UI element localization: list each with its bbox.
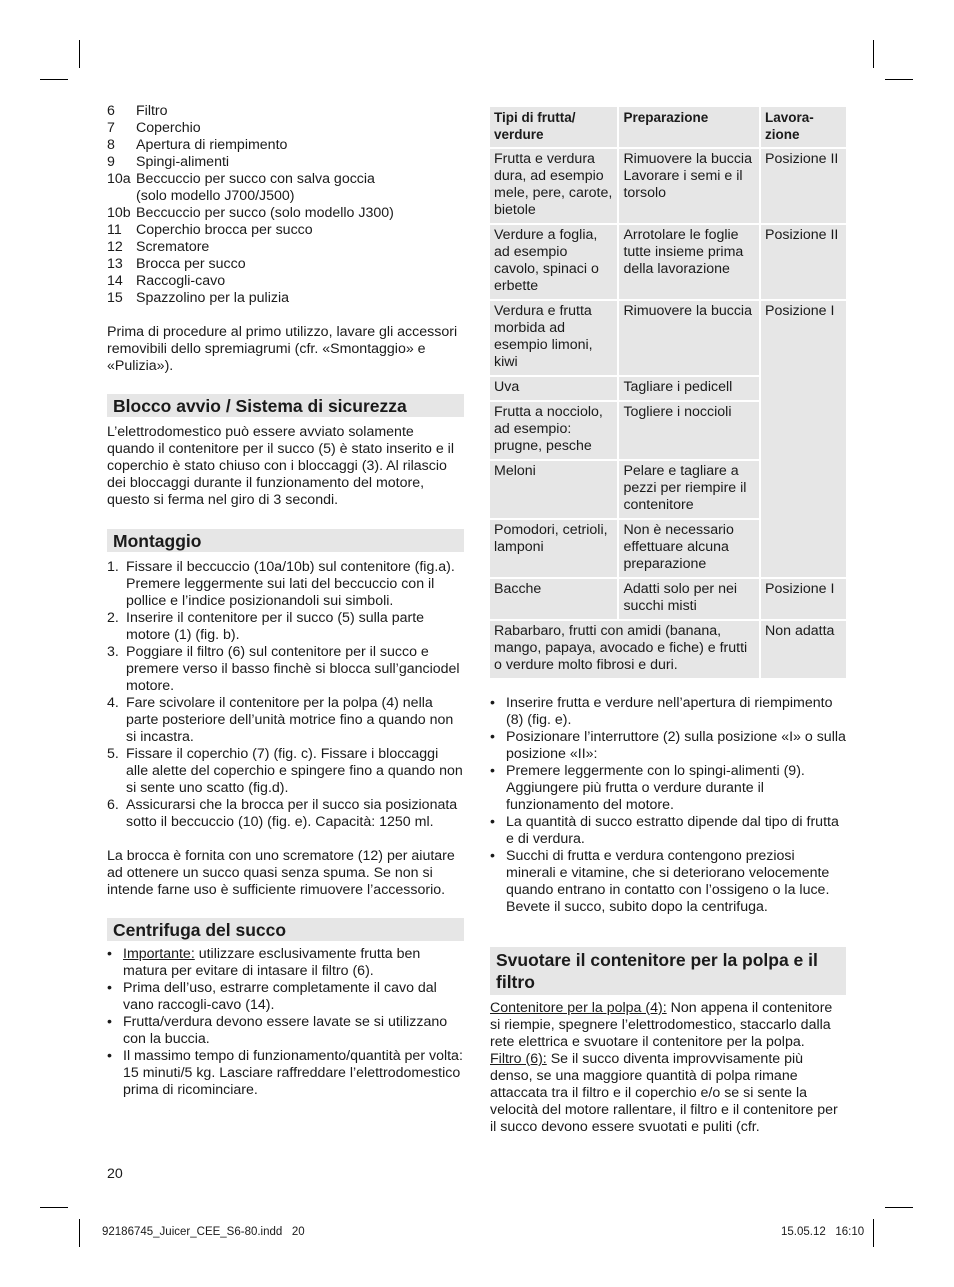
table-cell: Arrotolare le foglie tutte insieme prima della lavorazione xyxy=(619,225,759,299)
bullet-icon: • xyxy=(107,1048,112,1064)
section-heading-montaggio: Montaggio xyxy=(107,529,464,552)
bullet-icon: • xyxy=(490,814,495,830)
important-label: Importante: xyxy=(123,946,195,962)
table-cell: Pelare e tagliare a pezzi per riempire il contenitore xyxy=(619,461,759,518)
step-item: 6. Assicurarsi che la brocca per il succo sia posizionata sotto il beccuccio (10) (fig. e). Capacità: 1250 ml. xyxy=(107,797,458,830)
table-cell: Rimuovere la buccia xyxy=(619,301,759,375)
step-item: 2. Inserire il contenitore per il succo (5) sulla parte motore (1) (fig. b). xyxy=(107,610,425,643)
list-item: 15 Spazzolino per la pulizia xyxy=(107,290,290,306)
montaggio-steps xyxy=(107,559,464,831)
svuotare-paragraph-1: Contenitore per la polpa (4): Non appena il contenitore si riempie, spegnere l’elettrodomestico, staccarlo dalla rete elettrica e svuotare il contenitore per la polpa. xyxy=(490,1000,833,1050)
montaggio-after-paragraph: La brocca è fornita con uno scrematore (12) per aiutare ad ottenere un succo quasi senza spuma. Se non si intende farne uso è sufficiente rimuovere l’accessorio. xyxy=(107,848,455,898)
svuotare-paragraph-2: Filtro (6): Se il succo diventa improvvisamente più denso, se una maggiore quantità di polpa rimane attaccata tra il filtro e il coperchio e/o se si sente la velocità del motore rallentare, il filtro e il contenitore per il succo devono essere svuotati e puliti (cfr. xyxy=(490,1051,838,1135)
right-column xyxy=(490,107,846,1136)
table-header-cell: Preparazione xyxy=(619,107,759,147)
step-item: 3. Poggiare il filtro (6) sul contenitore per il succo e premere verso il basso finchè si blocca sull’ganciodel motore. xyxy=(107,644,460,694)
fruit-table xyxy=(488,105,848,680)
bullet-icon: • xyxy=(490,848,495,864)
table-cell: Posizione I xyxy=(761,301,846,577)
section-heading-centrifuga: Centrifuga del succo xyxy=(107,918,464,941)
table-row xyxy=(490,621,846,678)
table-cell: Tagliare i pedicell xyxy=(619,377,759,400)
table-header-cell: Tipi di frutta/ verdure xyxy=(490,107,617,147)
table-cell: Frutta e verdura dura, ad esempio mele, pere, carote, bietole xyxy=(490,149,617,223)
crop-mark xyxy=(885,1207,913,1208)
table-cell: Posizione I xyxy=(761,579,846,619)
table-cell: Uva xyxy=(490,377,617,400)
intro-paragraph: Prima di procedure al primo utilizzo, lavare gli accessori removibili dello spremiagrumi (cfr. «Smontaggio» e «Pulizia»). xyxy=(107,324,458,374)
bullet-icon: • xyxy=(490,695,495,711)
usage-bullets xyxy=(490,695,846,916)
list-item: • Prima dell’uso, estrarre completamente il cavo dal vano raccogli-cavo (14). xyxy=(107,980,437,1013)
table-cell: Rabarbaro, frutti con amidi (banana, mango, papaya, avocado e fiche) e frutti o verdure molto fibrosi e duri. xyxy=(490,621,759,678)
list-item: 7 Coperchio xyxy=(107,120,201,136)
step-item: 1. Fissare il beccuccio (10a/10b) sul contenitore (fig.a). Premere leggermente sui lati del beccuccio con il pollice e l’indice posizionandoli sui simboli. xyxy=(107,559,455,609)
table-cell: Bacche xyxy=(490,579,617,619)
list-item: • Premere leggermente con lo spingi-alimenti (9). Aggiungere più frutta o verdure durante il funzionamento del motore. xyxy=(490,763,805,813)
list-item: 13 Brocca per succo xyxy=(107,256,246,272)
table-cell: Posizione II xyxy=(761,225,846,299)
list-item: 12 Scrematore xyxy=(107,239,210,255)
section-heading-svuotare: Svuotare il contenitore per la polpa e il filtro xyxy=(490,947,846,995)
list-item: • Il massimo tempo di funzionamento/quantità per volta: 15 minuti/5 kg. Lasciare raffreddare l’elettrodomestico prima di ricominciare. xyxy=(107,1048,463,1098)
crop-mark xyxy=(79,1219,80,1247)
bullet-icon: • xyxy=(107,980,112,996)
crop-mark xyxy=(873,1219,874,1247)
footer-filename: 92186745_Juicer_CEE_S6-80.indd 20 xyxy=(102,1226,305,1238)
list-item: 11 Coperchio brocca per succo xyxy=(107,222,313,238)
table-cell: Non è necessario effettuare alcuna preparazione xyxy=(619,520,759,577)
centrifuga-bullets xyxy=(107,946,464,1099)
bullet-icon: • xyxy=(107,1014,112,1030)
list-item: 6 Filtro xyxy=(107,103,168,119)
list-item: • La quantità di succo estratto dipende dal tipo di frutta e di verdura. xyxy=(490,814,839,847)
bullet-icon: • xyxy=(107,946,112,962)
list-item: • Frutta/verdura devono essere lavate se si utilizzano con la buccia. xyxy=(107,1014,448,1047)
list-item: • Importante: utilizzare esclusivamente frutta ben matura per evitare di intasare il filtro (6). xyxy=(107,946,421,979)
table-cell: Adatti solo per nei succhi misti xyxy=(619,579,759,619)
bullet-icon: • xyxy=(490,763,495,779)
table-row xyxy=(490,301,846,375)
list-item: 10b Beccuccio per succo (solo modello J300) xyxy=(107,205,394,221)
crop-mark xyxy=(885,79,913,80)
left-column xyxy=(107,103,464,1099)
table-header-cell: Lavora- zione xyxy=(761,107,846,147)
blocco-paragraph: L’elettrodomestico può essere avviato solamente quando il contenitore per il succo (5) è stato inserito e il coperchio è stato chiuso con i bloccaggi (3). Al rilascio dei bloccaggi durante il funzionamento del motore, questo si ferma nel giro di 3 secondi. xyxy=(107,424,454,508)
table-cell: Rimuovere la buccia Lavorare i semi e il torsolo xyxy=(619,149,759,223)
bullet-icon: • xyxy=(490,729,495,745)
table-cell: Posizione II xyxy=(761,149,846,223)
table-row xyxy=(490,149,846,223)
pulp-container-label: Contenitore per la polpa (4): xyxy=(490,1000,667,1016)
table-cell: Togliere i noccioli xyxy=(619,402,759,459)
list-item: • Succhi di frutta e verdura contengono preziosi minerali e vitamine, che si deteriorano velocemente quando entrano in contatto con l’ossigeno o la luce. Bevete il succo, subito dopo la centrifuga. xyxy=(490,848,830,915)
section-heading-blocco: Blocco avvio / Sistema di sicurezza xyxy=(107,394,464,417)
crop-mark xyxy=(40,1207,68,1208)
list-item: 9 Spingi-alimenti xyxy=(107,154,230,170)
crop-mark xyxy=(40,79,68,80)
step-item: 4. Fare scivolare il contenitore per la polpa (4) nella parte posteriore dell’unità motrice fino a quando non si incastra. xyxy=(107,695,454,745)
table-cell: Frutta a nocciolo, ad esempio: prugne, pesche xyxy=(490,402,617,459)
list-item: • Posizionare l’interruttore (2) sulla posizione «I» o sulla posizione «II»: xyxy=(490,729,846,762)
list-item: 8 Apertura di riempimento xyxy=(107,137,288,153)
table-cell: Non adatta xyxy=(761,621,846,678)
table-cell: Meloni xyxy=(490,461,617,518)
crop-mark xyxy=(79,40,80,68)
list-item: 10a Beccuccio per succo con salva goccia (solo modello J700/J500) xyxy=(107,171,375,204)
table-cell: Verdura e frutta morbida ad esempio limoni, kiwi xyxy=(490,301,617,375)
filter-label: Filtro (6): xyxy=(490,1051,547,1067)
step-item: 5. Fissare il coperchio (7) (fig. c). Fissare i bloccaggi alle alette del coperchio e spingere fino a quando non si sente uno scatto (fig.d). xyxy=(107,746,463,796)
list-item: • Inserire frutta e verdure nell’apertura di riempimento (8) (fig. e). xyxy=(490,695,833,728)
table-cell: Verdure a foglia, ad esempio cavolo, spinaci o erbette xyxy=(490,225,617,299)
table-row xyxy=(490,225,846,299)
crop-mark xyxy=(873,40,874,68)
page-number: 20 xyxy=(107,1166,123,1182)
table-header-row xyxy=(490,107,846,147)
table-row xyxy=(490,579,846,619)
footer-date: 15.05.12 16:10 xyxy=(781,1226,865,1238)
table-cell: Pomodori, cetrioli, lamponi xyxy=(490,520,617,577)
parts-list xyxy=(107,103,464,307)
list-item: 14 Raccogli-cavo xyxy=(107,273,226,289)
